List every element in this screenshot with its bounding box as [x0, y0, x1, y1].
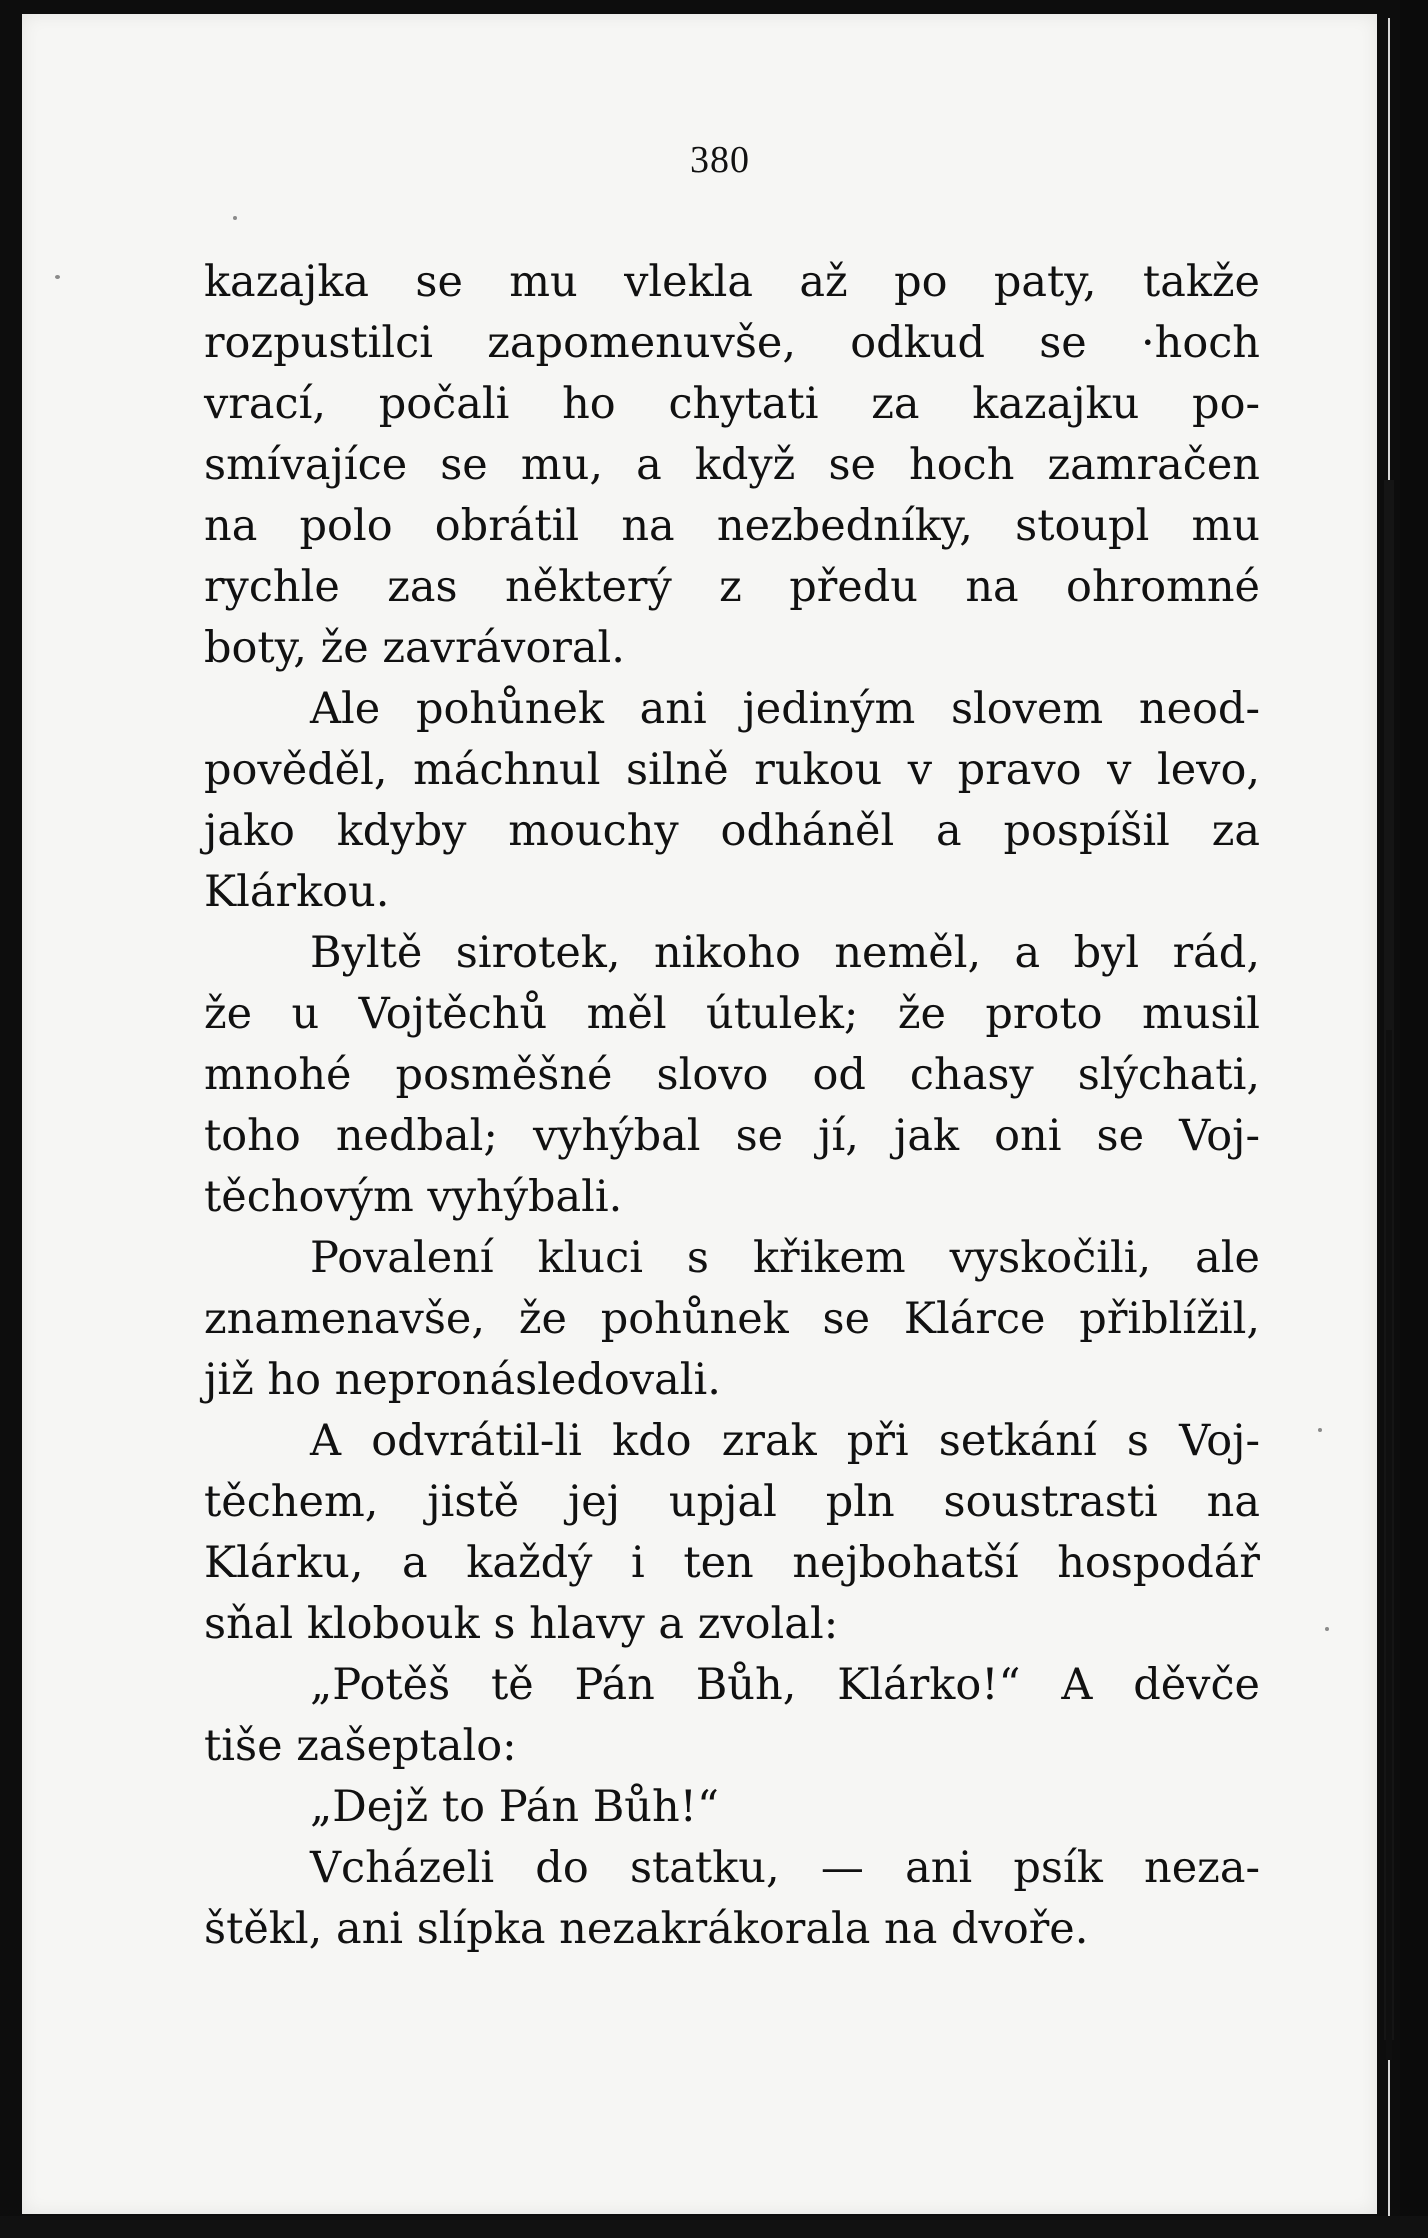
- text-line: jako kdyby mouchy odháněl a pospíšil za: [204, 806, 1260, 856]
- paper-speck: [1318, 1428, 1322, 1432]
- text-line: Klárkou.: [204, 867, 390, 917]
- text-line: kazajka se mu vlekla až po paty, takže: [204, 257, 1260, 307]
- page-number: 380: [690, 139, 750, 181]
- text-line: Ale pohůnek ani jediným slovem neod-: [310, 684, 1260, 734]
- text-line: Povalení kluci s křikem vyskočili, ale: [310, 1233, 1260, 1283]
- text-line: již ho nepronásledovali.: [204, 1355, 721, 1405]
- text-line: sňal klobouk s hlavy a zvolal:: [204, 1599, 839, 1649]
- text-line: na polo obrátil na nezbedníky, stoupl mu: [204, 501, 1260, 551]
- text-line: tiše zašeptalo:: [204, 1721, 517, 1771]
- scan-right-edge: [1400, 0, 1428, 2238]
- text-line: Byltě sirotek, nikoho neměl, a byl rád,: [310, 928, 1260, 978]
- text-line: že u Vojtěchů měl útulek; že proto musil: [204, 989, 1260, 1039]
- page-text: [204, 252, 1260, 1960]
- text-line: „Potěš tě Pán Bůh, Klárko!“ A děvče: [310, 1660, 1260, 1710]
- text-line: smívajíce se mu, a když se hoch zamračen: [204, 440, 1260, 490]
- text-line: mnohé posměšné slovo od chasy slýchati,: [204, 1050, 1260, 1100]
- text-line: toho nedbal; vyhýbal se jí, jak oni se Voj-: [204, 1111, 1260, 1161]
- text-line: těchovým vyhýbali.: [204, 1172, 623, 1222]
- text-line: pověděl, máchnul silně rukou v pravo v levo,: [204, 745, 1260, 795]
- text-line: štěkl, ani slípka nezakrákorala na dvoře.: [204, 1904, 1089, 1954]
- binding-shadow-secondary: [1386, 1030, 1392, 2060]
- paper-speck: [55, 275, 60, 279]
- text-line: znamenavše, že pohůnek se Klárce přiblížil,: [204, 1294, 1260, 1344]
- text-line: těchem, jistě jej upjal pln soustrasti na: [204, 1477, 1260, 1527]
- text-line: „Dejž to Pán Bůh!“: [310, 1782, 719, 1832]
- scan-bottom-edge: [0, 2216, 1428, 2238]
- text-line: boty, že zavrávoral.: [204, 623, 625, 673]
- text-line: rychle zas některý z předu na ohromné: [204, 562, 1260, 612]
- text-line: A odvrátil-li kdo zrak při setkání s Voj-: [310, 1416, 1260, 1466]
- paper-speck: [1325, 1627, 1329, 1631]
- text-line: rozpustilci zapomenuvše, odkud se ·hoch: [204, 318, 1260, 368]
- paper-speck: [233, 216, 237, 220]
- text-line: Vcházeli do statku, — ani psík neza-: [310, 1843, 1260, 1893]
- text-line: vrací, počali ho chytati za kazajku po-: [204, 379, 1260, 429]
- text-line: Klárku, a každý i ten nejbohatší hospodář: [204, 1538, 1260, 1588]
